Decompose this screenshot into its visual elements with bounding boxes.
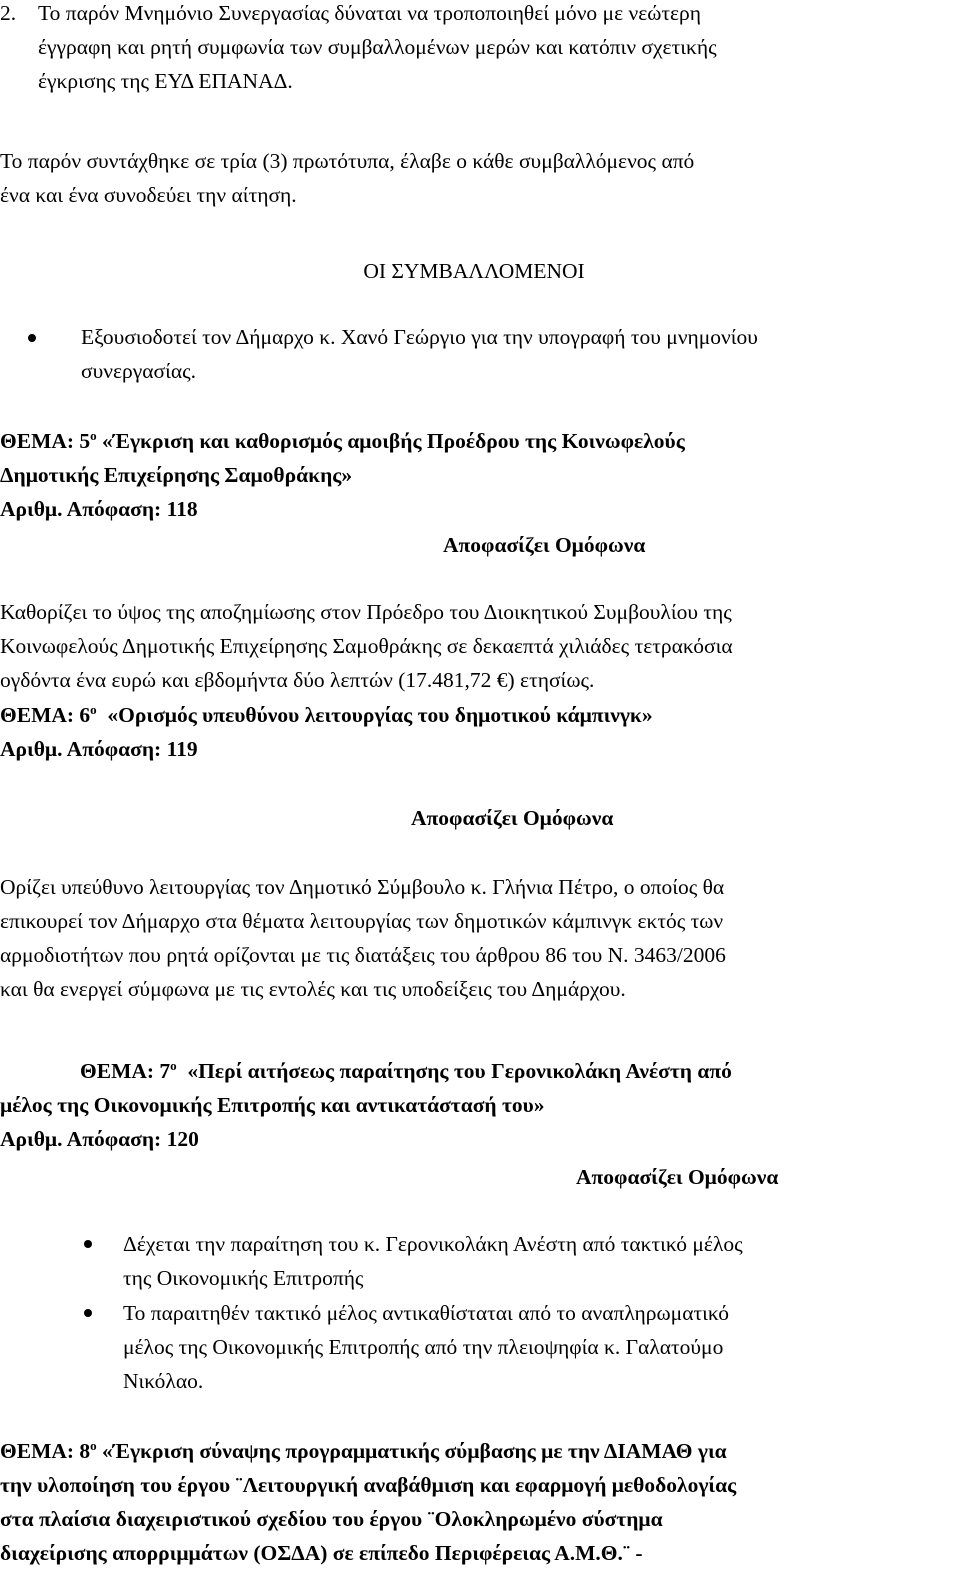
topic-7-unanimous: Αποφασίζει Ομόφωνα bbox=[576, 1165, 779, 1189]
topic-8-sup: ο bbox=[90, 1438, 97, 1453]
topic-6-title bbox=[0, 698, 948, 766]
parties-bullet-line: συνεργασίας. bbox=[81, 359, 197, 383]
topic-6-decision-number: Αριθμ. Απόφαση: 119 bbox=[0, 737, 198, 761]
signing-note-line: Το παρόν συντάχθηκε σε τρία (3) πρωτότυπα, έλαβε ο κάθε συμβαλλόμενος από bbox=[0, 149, 695, 173]
topic-5-decision-number: Αριθμ. Απόφαση: 118 bbox=[0, 497, 198, 521]
topic-6-title-text: «Ορισμός υπευθύνου λειτουργίας του δημοτικού κάμπινγκ» bbox=[107, 703, 653, 727]
item-2-line: Το παρόν Μνημόνιο Συνεργασίας δύναται να τροποποιηθεί μόνο με νεώτερη bbox=[38, 1, 702, 25]
topic-8-title-line: την υλοποίηση του έργου ¨Λειτουργική αναβάθμιση και εφαρμογή μεθοδολογίας bbox=[0, 1473, 737, 1497]
topic-7-bullet-line: μέλος της Οικονομικής Επιτροπής από την πλειοψηφία κ. Γαλατούμο bbox=[123, 1335, 724, 1359]
parties-heading: ΟΙ ΣΥΜΒΑΛΛΟΜΕΝΟΙ bbox=[363, 259, 585, 283]
topic-7-bullet-line: Νικόλαο. bbox=[123, 1369, 204, 1393]
item-2-number: 2. bbox=[0, 1, 17, 25]
topic-7-prefix: ΘΕΜΑ: 7 bbox=[80, 1059, 171, 1083]
topic-6-body bbox=[0, 870, 948, 1006]
topic-8-title-line: στα πλαίσια διαχειριστικού σχεδίου του έργου ¨Ολοκληρωμένο σύστημα bbox=[0, 1507, 663, 1531]
bullet-icon bbox=[84, 1240, 92, 1248]
topic-5-unanimous: Αποφασίζει Ομόφωνα bbox=[443, 533, 646, 557]
topic-8-prefix: ΘΕΜΑ: 8 bbox=[0, 1439, 91, 1463]
topic-5-title bbox=[0, 424, 948, 526]
topic-7-bullet-line: Δέχεται την παραίτηση του κ. Γερονικολάκη Ανέστη από τακτικό μέλος bbox=[123, 1232, 743, 1256]
topic-7-bullet bbox=[123, 1296, 948, 1398]
topic-5-title-line: «Έγκριση και καθορισμός αμοιβής Προέδρου της Κοινωφελούς bbox=[96, 429, 685, 453]
topic-7-title-line: «Περί αιτήσεως παραίτησης του Γερονικολάκη Ανέστη από bbox=[187, 1059, 732, 1083]
topic-6-body-line: και θα ενεργεί σύμφωνα με τις εντολές και τις υποδείξεις του Δημάρχου. bbox=[0, 977, 626, 1001]
topic-7-sup: ο bbox=[170, 1058, 177, 1073]
topic-5-title-line: Δημοτικής Επιχείρησης Σαμοθράκης» bbox=[0, 463, 353, 487]
topic-7-title bbox=[0, 1054, 948, 1156]
topic-8-title bbox=[0, 1434, 955, 1570]
parties-bullet bbox=[81, 320, 951, 388]
topic-6-body-line: αρμοδιοτήτων που ρητά ορίζονται με τις διατάξεις του άρθρου 86 του Ν. 3463/2006 bbox=[0, 943, 726, 967]
topic-6-body-line: επικουρεί τον Δήμαρχο στα θέματα λειτουργίας των δημοτικών κάμπινγκ εκτός των bbox=[0, 909, 724, 933]
signing-note bbox=[0, 144, 948, 212]
bullet-icon bbox=[28, 334, 36, 342]
topic-5-prefix: ΘΕΜΑ: 5 bbox=[0, 429, 91, 453]
topic-6-unanimous: Αποφασίζει Ομόφωνα bbox=[411, 806, 614, 830]
topic-5-body bbox=[0, 595, 948, 697]
item-2-line: έγκρισης της ΕΥΔ ΕΠΑΝΑΔ. bbox=[38, 69, 293, 93]
topic-7-bullet-line: της Οικονομικής Επιτροπής bbox=[123, 1266, 364, 1290]
topic-5-body-line: Κοινωφελούς Δημοτικής Επιχείρησης Σαμοθράκης σε δεκαεπτά χιλιάδες τετρακόσια bbox=[0, 634, 733, 658]
topic-5-body-line: ογδόντα ένα ευρώ και εβδομήντα δύο λεπτών (17.481,72 €) ετησίως. bbox=[0, 668, 595, 692]
item-2-line: έγγραφη και ρητή συμφωνία των συμβαλλομένων μερών και κατόπιν σχετικής bbox=[38, 35, 717, 59]
item-2 bbox=[0, 0, 948, 98]
topic-7-title-line: μέλος της Οικονομικής Επιτροπής και αντικατάστασή του» bbox=[0, 1093, 545, 1117]
topic-5-body-line: Καθορίζει το ύψος της αποζημίωσης στον Πρόεδρο του Διοικητικού Συμβουλίου της bbox=[0, 600, 732, 624]
topic-7-bullet bbox=[123, 1227, 948, 1295]
topic-6-prefix: ΘΕΜΑ: 6 bbox=[0, 703, 91, 727]
topic-8-title-line: «Έγκριση σύναψης προγραμματικής σύμβασης με την ΔΙΑΜΑΘ για bbox=[96, 1439, 727, 1463]
topic-6-body-line: Ορίζει υπεύθυνο λειτουργίας τον Δημοτικό Σύμβουλο κ. Γλήνια Πέτρο, ο οποίος θα bbox=[0, 875, 725, 899]
bullet-icon bbox=[84, 1309, 92, 1317]
topic-6-sup: ο bbox=[90, 702, 97, 717]
topic-7-decision-number: Αριθμ. Απόφαση: 120 bbox=[0, 1127, 199, 1151]
signing-note-line: ένα και ένα συνοδεύει την αίτηση. bbox=[0, 183, 297, 207]
topic-8-title-line: διαχείρισης απορριμμάτων (ΟΣΔΑ) σε επίπεδο Περιφέρειας Α.Μ.Θ.¨ - bbox=[0, 1541, 643, 1565]
topic-7-bullet-line: Το παραιτηθέν τακτικό μέλος αντικαθίσταται από το αναπληρωματικό bbox=[123, 1301, 730, 1325]
topic-5-sup: ο bbox=[90, 428, 97, 443]
parties-bullet-line: Εξουσιοδοτεί τον Δήμαρχο κ. Χανό Γεώργιο για την υπογραφή του μνημονίου bbox=[81, 325, 758, 349]
